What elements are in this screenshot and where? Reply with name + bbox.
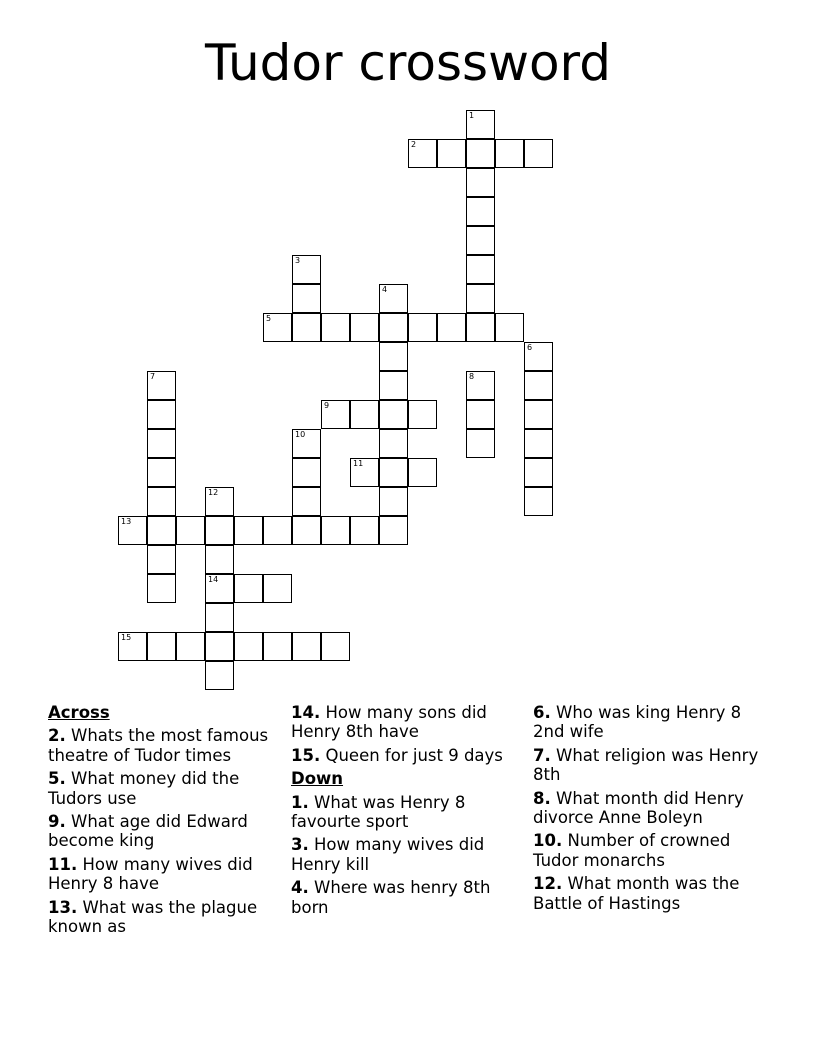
cell-number: 15 <box>121 633 132 642</box>
grid-cell[interactable] <box>524 342 553 371</box>
clue-text: How many wives did Henry kill <box>291 835 485 874</box>
clue-number: 9. <box>48 812 66 832</box>
grid-cell[interactable] <box>466 313 495 342</box>
grid-cell[interactable] <box>379 516 408 545</box>
grid-cell[interactable] <box>437 139 466 168</box>
clue-number: 5. <box>48 769 66 789</box>
grid-cell[interactable] <box>147 429 176 458</box>
grid-cell[interactable] <box>176 516 205 545</box>
grid-cell[interactable] <box>379 371 408 400</box>
clue-text: What month was the Battle of Hastings <box>533 874 740 913</box>
grid-cell[interactable] <box>466 168 495 197</box>
cell-number: 11 <box>353 459 364 468</box>
grid-cell[interactable] <box>321 516 350 545</box>
grid-cell[interactable] <box>466 371 495 400</box>
clue-across-13 <box>48 898 280 937</box>
clue-across-11 <box>48 855 280 894</box>
clue-number: 15. <box>291 745 321 765</box>
clue-text: How many sons did Henry 8th have <box>291 703 487 742</box>
cell-number: 12 <box>208 488 219 497</box>
grid-cell[interactable] <box>466 255 495 284</box>
clue-across-14 <box>291 703 523 742</box>
grid-cell[interactable] <box>292 516 321 545</box>
grid-cell[interactable] <box>524 400 553 429</box>
grid-cell[interactable] <box>205 661 234 690</box>
grid-cell[interactable] <box>408 400 437 429</box>
grid-cell[interactable] <box>495 139 524 168</box>
grid-cell[interactable] <box>205 632 234 661</box>
grid-cell[interactable] <box>379 313 408 342</box>
cell-number: 6 <box>527 343 533 352</box>
clue-text: What was Henry 8 favourte sport <box>291 792 466 832</box>
clue-down-3 <box>291 835 523 874</box>
clue-number: 12. <box>533 874 563 894</box>
clue-text: What money did the Tudors use <box>48 769 240 808</box>
cell-number: 2 <box>411 140 417 149</box>
clue-number: 4. <box>291 878 309 898</box>
grid-cell[interactable] <box>292 458 321 487</box>
clue-across-5 <box>48 769 280 808</box>
clues-column-2 <box>291 703 523 921</box>
across-heading: Across <box>48 703 110 722</box>
clue-text: What was the plague known as <box>48 897 258 937</box>
clue-down-1 <box>291 793 523 832</box>
grid-cell[interactable] <box>147 400 176 429</box>
grid-cell[interactable] <box>205 516 234 545</box>
grid-cell[interactable] <box>292 487 321 516</box>
clue-text: Who was king Henry 8 2nd wife <box>533 703 742 742</box>
grid-cell[interactable] <box>408 458 437 487</box>
grid-cell[interactable] <box>147 574 176 603</box>
clue-down-8 <box>533 789 773 828</box>
cell-number: 5 <box>266 314 272 323</box>
grid-cell[interactable] <box>379 284 408 313</box>
clue-number: 1. <box>291 792 309 812</box>
cell-number: 3 <box>295 256 301 265</box>
clue-across-15 <box>291 746 523 765</box>
cell-number: 7 <box>150 372 156 381</box>
grid-cell[interactable] <box>466 197 495 226</box>
cell-number: 14 <box>208 575 219 584</box>
grid-cell[interactable] <box>292 429 321 458</box>
clue-number: 6. <box>533 703 551 722</box>
grid-cell[interactable] <box>205 545 234 574</box>
grid-cell[interactable] <box>292 313 321 342</box>
grid-cell[interactable] <box>495 313 524 342</box>
grid-cell[interactable] <box>466 284 495 313</box>
grid-cell[interactable] <box>147 371 176 400</box>
grid-cell[interactable] <box>176 632 205 661</box>
grid-cell[interactable] <box>350 516 379 545</box>
clue-text: How many wives did Henry 8 have <box>48 854 253 894</box>
cell-number: 1 <box>469 111 475 120</box>
grid-cell[interactable] <box>437 313 466 342</box>
grid-cell[interactable] <box>524 371 553 400</box>
grid-cell[interactable] <box>524 139 553 168</box>
grid-cell[interactable] <box>118 632 147 661</box>
grid-cell[interactable] <box>408 313 437 342</box>
grid-cell[interactable] <box>147 516 176 545</box>
grid-cell[interactable] <box>118 516 147 545</box>
cell-number: 4 <box>382 285 388 294</box>
grid-cell[interactable] <box>263 313 292 342</box>
grid-cell[interactable] <box>147 487 176 516</box>
clue-text: What age did Edward become king <box>48 812 248 851</box>
grid-cell[interactable] <box>147 545 176 574</box>
grid-cell[interactable] <box>466 139 495 168</box>
clue-down-7 <box>533 746 773 785</box>
grid-cell[interactable] <box>350 313 379 342</box>
cell-number: 13 <box>121 517 132 526</box>
grid-cell[interactable] <box>524 458 553 487</box>
clue-number: 3. <box>291 835 309 855</box>
grid-cell[interactable] <box>292 632 321 661</box>
clue-number: 2. <box>48 726 66 746</box>
clue-down-10 <box>533 831 773 870</box>
grid-cell[interactable] <box>379 458 408 487</box>
grid-cell[interactable] <box>379 400 408 429</box>
grid-cell[interactable] <box>234 516 263 545</box>
grid-cell[interactable] <box>234 574 263 603</box>
grid-cell[interactable] <box>524 429 553 458</box>
grid-cell[interactable] <box>379 429 408 458</box>
grid-cell[interactable] <box>321 313 350 342</box>
clue-number: 14. <box>291 703 321 722</box>
grid-cell[interactable] <box>147 632 176 661</box>
cell-number: 8 <box>469 372 475 381</box>
clue-number: 7. <box>533 745 551 765</box>
clue-text: What religion was Henry 8th <box>533 745 759 785</box>
grid-cell[interactable] <box>263 574 292 603</box>
clue-number: 13. <box>48 897 78 917</box>
page-title: Tudor crossword <box>205 34 611 92</box>
grid-cell[interactable] <box>292 284 321 313</box>
grid-cell[interactable] <box>524 487 553 516</box>
clue-number: 11. <box>48 854 78 874</box>
grid-cell[interactable] <box>321 632 350 661</box>
clue-text: Queen for just 9 days <box>325 745 503 765</box>
cell-number: 10 <box>295 430 306 439</box>
grid-cell[interactable] <box>466 429 495 458</box>
clue-text: Number of crowned Tudor monarchs <box>533 831 731 870</box>
clue-text: What month did Henry divorce Anne Boleyn <box>533 788 744 828</box>
clue-text: Whats the most famous theatre of Tudor times <box>48 726 269 765</box>
grid-cell[interactable] <box>379 487 408 516</box>
clues-column-3 <box>533 703 773 917</box>
clue-down-6 <box>533 703 773 742</box>
grid-cell[interactable] <box>263 632 292 661</box>
grid-cell[interactable] <box>350 458 379 487</box>
cell-number: 9 <box>324 401 330 410</box>
grid-cell[interactable] <box>205 487 234 516</box>
grid-cell[interactable] <box>321 400 350 429</box>
clue-text: Where was henry 8th born <box>291 878 491 917</box>
clue-down-4 <box>291 878 523 917</box>
down-heading: Down <box>291 769 344 789</box>
clue-down-12 <box>533 874 773 913</box>
grid-cell[interactable] <box>263 516 292 545</box>
grid-cell[interactable] <box>350 400 379 429</box>
grid-cell[interactable] <box>379 342 408 371</box>
clue-across-9 <box>48 812 280 851</box>
grid-cell[interactable] <box>466 400 495 429</box>
grid-cell[interactable] <box>205 574 234 603</box>
clues-column-1 <box>48 703 280 940</box>
clue-number: 10. <box>533 831 563 851</box>
clue-number: 8. <box>533 788 551 808</box>
clue-across-2 <box>48 726 280 765</box>
grid-cell[interactable] <box>408 139 437 168</box>
grid-cell[interactable] <box>292 255 321 284</box>
grid-cell[interactable] <box>147 458 176 487</box>
grid-cell[interactable] <box>205 603 234 632</box>
grid-cell[interactable] <box>234 632 263 661</box>
grid-cell[interactable] <box>466 110 495 139</box>
grid-cell[interactable] <box>466 226 495 255</box>
